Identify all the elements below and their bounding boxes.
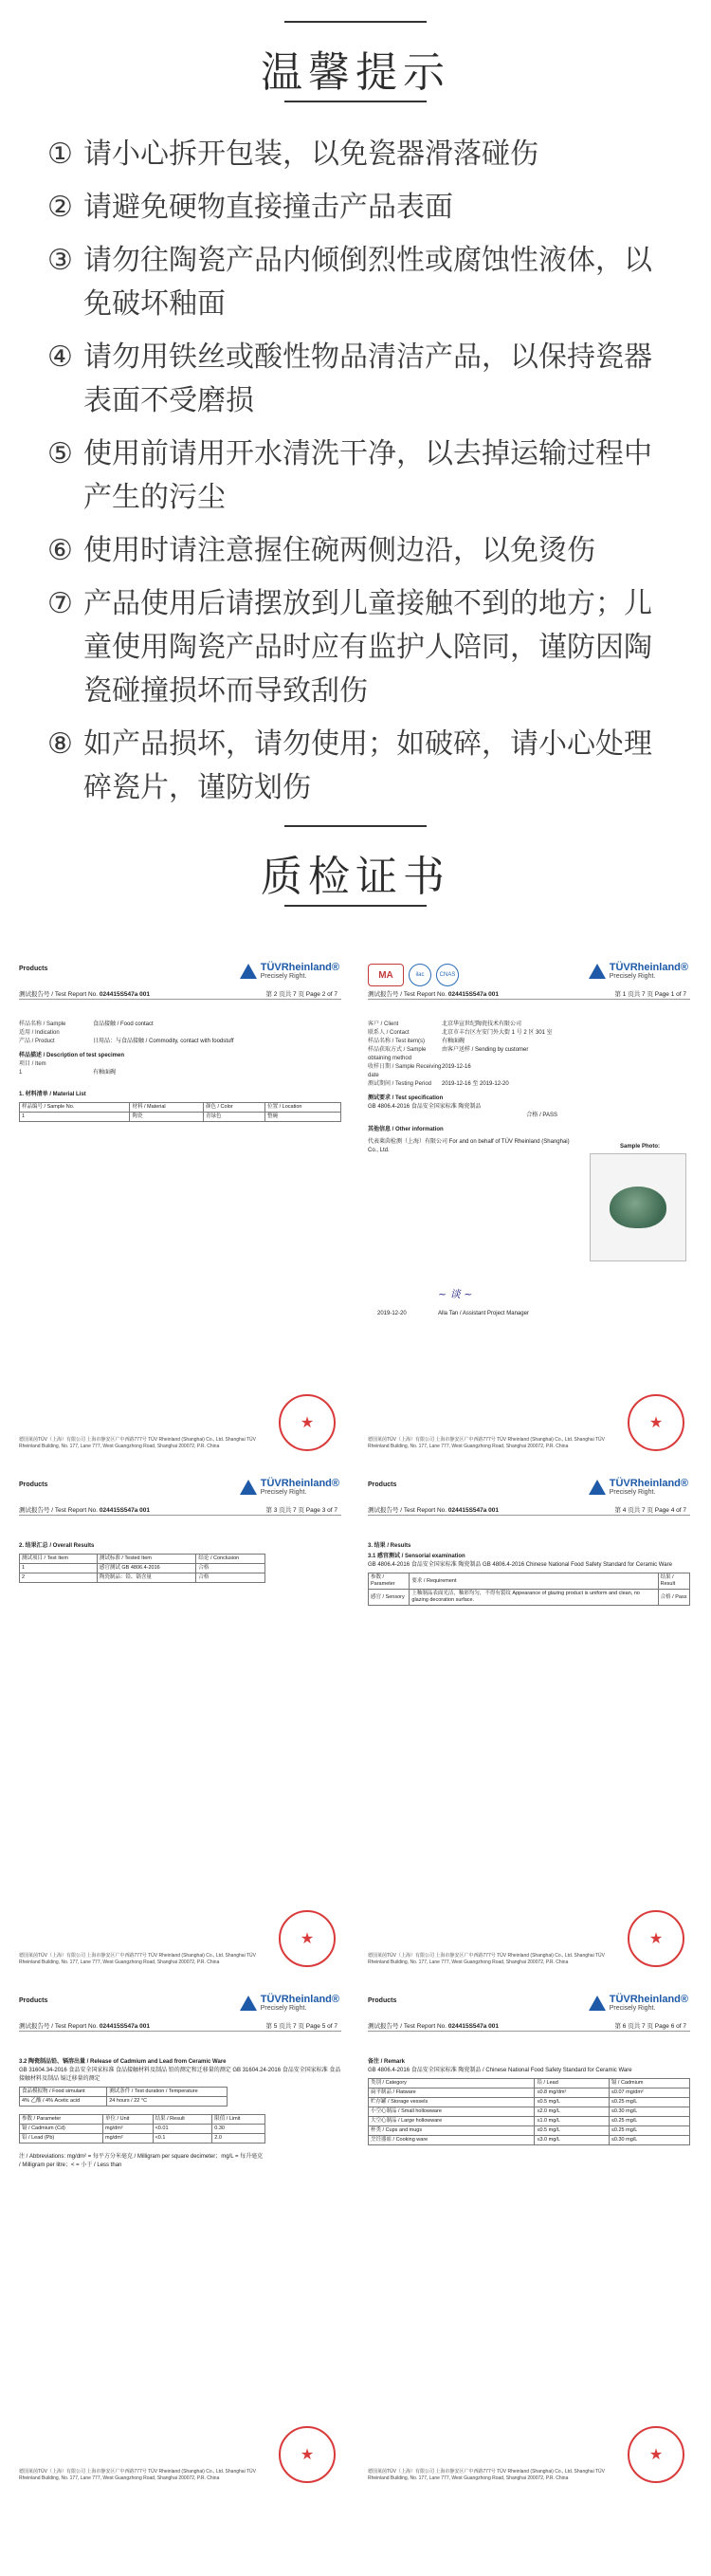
table-row [20,1113,341,1122]
report-no: 024415S547a 001 [99,1507,151,1514]
table-cell: 感官 / Sensory [369,1590,410,1606]
table-header: 类别 / Category [369,2079,535,2088]
info-value: 由客户送样 / Sending by customer [442,1047,529,1053]
info-value: 北京市丰台区左安门外大街 1 号 2 区 301 室 [442,1030,553,1036]
report-footer: 德国莱茵TÜV（上海）有限公司 上海市静安区广中西路777号 TÜV Rheinland (Shanghai) Co., Ltd. Shanghai TÜV Rheinland Building, No. 177, Lane 777, West Guangzhong Road, Shanghai 200072, P.R. China [368,2469,605,2481]
ceramic-bowl-image [610,1187,666,1228]
tuv-logo [240,1994,339,2012]
table-cell: ≤0.25 mg/L [609,2126,689,2136]
table-cell: 扁平制品 / Flatware [369,2088,535,2098]
info-key: 客户 / Client [368,1021,399,1027]
table-header: 测试条件 / Test duration / Temperature [107,2088,228,2097]
table-row [20,2097,228,2107]
tip-number: ⑤ [47,437,73,470]
table-cell: ≤0.30 mg/L [609,2136,689,2145]
test-method: GB 31604.34-2016 食品安全国家标准 食品接触材料及制品 铅的测定和迁移量的测定 GB 31604.24-2016 食品安全国家标准 食品接触材料及制品 镉迁移量的测定 [19,2068,341,2082]
table-cell: 青绿色 [203,1113,264,1122]
table-row [369,2107,690,2117]
tuv-logo [240,1478,339,1496]
tuv-triangle-icon [589,964,606,979]
tip-item [47,133,673,176]
table-row [369,2117,690,2126]
info-key: 样品名称 / Test item(s) [368,1039,426,1044]
info-value: 有釉面碗 [93,1070,117,1076]
info-key: 样品获取方式 / Sample obtaining method [368,1047,427,1061]
report-no-label: 测试报告号 / Test Report No. [19,991,99,998]
qc-title: 质检证书 [261,853,450,901]
tip-text: 使用前请用开水清洗干净，以去掉运输过程中产生的污尘 [83,437,652,514]
info-key: 测试期间 / Testing Period [368,1081,432,1087]
table-row [369,2126,690,2136]
report-footer: 德国莱茵TÜV（上海）有限公司 上海市静安区广中西路777号 TÜV Rheinland (Shanghai) Co., Ltd. Shanghai TÜV Rheinland Building, No. 177, Lane 777, West Guangzhong Road, Shanghai 200072, P.R. China [368,1953,605,1965]
table-header: 结果 / Result [658,1573,689,1590]
tip-text: 请勿用铁丝或酸性物品清洁产品，以保持瓷器表面不受磨损 [83,340,652,417]
info-row [368,1063,690,1080]
table-cell: ≤0.5 mg/L [535,2098,609,2107]
table-cell: 1 [20,1564,98,1573]
table-row [20,1573,265,1583]
products-label: Products [19,1481,48,1488]
seal-stamp-icon: ★ [279,1394,336,1451]
overall-results-table [19,1554,265,1583]
tip-text: 请勿往陶瓷产品内倾倒烈性或腐蚀性液体，以免破坏釉面 [83,244,652,321]
table-cell: 合格 / Pass [658,1590,689,1606]
section-heading: 测试要求 / Test specification [368,1095,444,1101]
seal-stamp-icon: ★ [628,1910,684,1967]
table-header: 测试项目 / Test Item [20,1555,98,1564]
table-header-row [20,2115,265,2125]
table-cell: 贮存罐 / Storage vessels [369,2098,535,2107]
tuv-triangle-icon [240,1480,257,1495]
seal-stamp-icon: ★ [628,1394,684,1451]
section-heading: 备注 / Remark [368,2059,406,2065]
table-cell: 杯类 / Cups and mugs [369,2126,535,2136]
report-no: 024415S547a 001 [99,2023,151,2030]
info-row [19,1069,341,1077]
page-number: 第 5 页共 7 页 Page 5 of 7 [265,2023,337,2030]
table-cell: ≤0.25 mg/L [609,2098,689,2107]
tip-number: ⑥ [47,534,73,567]
tip-item [47,723,673,810]
report-no-label: 测试报告号 / Test Report No. [368,2023,447,2030]
products-label: Products [368,1481,397,1488]
table-header: 测试标准 / Tested Item [97,1555,196,1564]
table-header: 结论 / Conclusion [196,1555,265,1564]
report-page-1 [362,958,698,1461]
report-body [19,1021,341,1122]
tuv-tagline: Precisely Right. [260,1489,307,1496]
report-header [368,990,690,1000]
limits-table [368,2078,690,2145]
info-row [368,1038,690,1046]
report-header [19,2022,341,2032]
section-heading: 1. 材料清单 / Material List [19,1092,86,1097]
sensory-table [368,1573,690,1606]
table-header: 镉 / Cadmium [609,2079,689,2088]
table-header: 颜色 / Color [203,1103,264,1113]
ilac-badge-icon: ilac [409,964,431,986]
issued-by: 代表莱茵检测（上海）有限公司 For and on behalf of TÜV Rheinland (Shanghai) Co., Ltd. [368,1139,570,1153]
table-header: 铅 / Lead [535,2079,609,2088]
tuv-tagline: Precisely Right. [609,973,656,980]
tuv-brand-name: TÜVRheinland® [260,962,339,973]
info-row [368,1046,690,1063]
table-header: 限值 / Limit [212,2115,265,2125]
page-number: 第 2 页共 7 页 Page 2 of 7 [265,991,337,998]
tuv-tagline: Precisely Right. [260,2005,307,2012]
table-cell: 整碗 [265,1113,341,1122]
info-key: 收样日期 / Sample Receiving date [368,1064,442,1078]
table-cell: 合格 [196,1564,265,1573]
table-header: 食品模拟物 / Food simulant [20,2088,107,2097]
signer-name: Alla Tan / Assistant Project Manager [438,1311,529,1316]
report-date: 2019-12-20 [377,1311,407,1316]
tips-title-line-bottom [284,101,427,102]
test-method: GB 4806.4-2016 食品安全国家标准 陶瓷制品 GB 4806.4-2016 Chinese National Food Safety Standard for Ceramic Ware [368,1562,672,1568]
table-cell: 4% 乙酸 / 4% Acetic acid [20,2097,107,2107]
report-footer: 德国莱茵TÜV（上海）有限公司 上海市静安区广中西路777号 TÜV Rheinland (Shanghai) Co., Ltd. Shanghai TÜV Rheinland Building, No. 177, Lane 777, West Guangzhong Road, Shanghai 200072, P.R. China [19,2469,256,2481]
tuv-brand-name: TÜVRheinland® [609,962,688,973]
tip-number: ⑦ [47,587,73,620]
info-key: 适用 / Indication [19,1030,60,1036]
tuv-tagline: Precisely Right. [609,2005,656,2012]
report-page-3 [13,1474,349,1977]
table-cell: 大空心制品 / Large hollowware [369,2117,535,2126]
section-heading: 2. 结果汇总 / Overall Results [19,1543,95,1549]
info-row [19,1060,341,1069]
info-value: 北京华宣世纪陶瓷技术有限公司 [442,1021,522,1027]
table-cell: ≤2.0 mg/L [535,2107,609,2117]
page-number: 第 4 页共 7 页 Page 4 of 7 [614,1507,686,1514]
section-heading: 其他信息 / Other information [368,1127,444,1132]
abbreviations: 注 / Abbreviations: mg/dm² = 每平方分米毫克 / Milligram per square decimeter；mg/L = 每升毫克 / Milligram per litre；< = 小于 / Less than [19,2154,264,2168]
tips-title-line-top [284,21,427,23]
tip-number: ⑧ [47,727,73,761]
page-number: 第 3 页共 7 页 Page 3 of 7 [265,1507,337,1514]
table-cell: 2.0 [212,2134,265,2144]
tuv-tagline: Precisely Right. [260,973,307,980]
table-row [369,1590,690,1606]
tuv-brand-name: TÜVRheinland® [260,1994,339,2005]
report-body [368,2052,690,2145]
tip-item [47,239,673,326]
report-no-label: 测试报告号 / Test Report No. [368,1507,447,1514]
tip-item [47,186,673,230]
info-row [19,1021,341,1029]
table-cell: mg/dm² [103,2125,154,2134]
table-row [369,2088,690,2098]
products-label: Products [19,966,48,972]
tips-list [47,133,673,819]
tips-title: 温馨提示 [261,48,450,97]
report-no: 024415S547a 001 [447,991,500,998]
table-cell: ≤0.30 mg/L [609,2107,689,2117]
table-row [369,2098,690,2107]
info-value [93,1060,341,1069]
report-footer: 德国莱茵TÜV（上海）有限公司 上海市静安区广中西路777号 TÜV Rheinland (Shanghai) Co., Ltd. Shanghai TÜV Rheinland Building, No. 177, Lane 777, West Guangzhong Road, Shanghai 200072, P.R. China [19,1953,256,1965]
table-cell: ≤0.5 mg/L [535,2126,609,2136]
page-number: 第 1 页共 7 页 Page 1 of 7 [614,991,686,998]
table-cell: 陶瓷制品：铅、镉含量 [97,1573,196,1583]
info-row [368,1080,690,1089]
signature-image: ~ 谈 ~ [438,1288,473,1300]
table-row [20,2125,265,2134]
table-cell: ≤0.25 mg/L [609,2117,689,2126]
table-cell: 铅 / Lead (Pb) [20,2134,103,2144]
tip-item [47,432,673,520]
tip-number: ④ [47,340,73,374]
tip-text: 请小心拆开包装，以免瓷器滑落碰伤 [83,138,538,171]
table-cell: 上釉制品表面光洁，釉彩均匀，不得有裂纹 Appearance of glazing product is uniform and clean, no glazing decoration surface. [410,1590,658,1606]
section-heading: 3. 结果 / Results [368,1543,411,1549]
tip-item [47,336,673,423]
table-cell: <0.1 [153,2134,212,2144]
table-header-row [369,1573,690,1590]
info-row [368,1029,690,1038]
report-header [19,1506,341,1516]
tuv-triangle-icon [589,1996,606,2011]
report-page-5 [13,1990,349,2493]
table-cell: ≤0.8 mg/dm² [535,2088,609,2098]
tip-item [47,582,673,713]
accreditation-logos [368,964,459,986]
info-value: 2019-12-16 [442,1064,471,1070]
report-body [368,1536,690,1606]
report-no-label: 测试报告号 / Test Report No. [368,991,447,998]
tip-text: 产品使用后请摆放到儿童接触不到的地方；儿童使用陶瓷产品时应有监护人陪同，谨防因陶瓷碰撞损坏而导致刮伤 [83,587,652,708]
report-page-6 [362,1990,698,2493]
table-cell: 烹饪器皿 / Cooking ware [369,2136,535,2145]
report-body [368,1021,690,1155]
table-cell: 小空心制品 / Small hollowware [369,2107,535,2117]
table-header: 要求 / Requirement [410,1573,658,1590]
table-header-row [369,2079,690,2088]
info-row [19,1038,341,1046]
tuv-logo [589,1994,688,2012]
tip-number: ③ [47,244,73,277]
tuv-logo [589,962,688,980]
report-no: 024415S547a 001 [99,991,151,998]
test-condition-table [19,2087,228,2107]
table-header: 参数 / Parameter [20,2115,103,2125]
tip-text: 如产品损坏，请勿使用；如破碎，请小心处理碎瓷片，谨防划伤 [83,727,652,804]
info-value: 食品接触 / Food contact [93,1021,154,1027]
table-cell: 1 [20,1113,130,1122]
table-header-row [20,1103,341,1113]
report-header [19,990,341,1000]
section-heading: 3.2 陶瓷制品铅、镉溶出量 / Release of Cadmium and Lead from Ceramic Ware [19,2059,227,2065]
report-footer: 德国莱茵TÜV（上海）有限公司 上海市静安区广中西路777号 TÜV Rheinland (Shanghai) Co., Ltd. Shanghai TÜV Rheinland Building, No. 177, Lane 777, West Guangzhong Road, Shanghai 200072, P.R. China [19,1437,256,1449]
report-no-label: 测试报告号 / Test Report No. [19,2023,99,2030]
report-body [19,2052,341,2170]
report-footer: 德国莱茵TÜV（上海）有限公司 上海市静安区广中西路777号 TÜV Rheinland (Shanghai) Co., Ltd. Shanghai TÜV Rheinland Building, No. 177, Lane 777, West Guangzhong Road, Shanghai 200072, P.R. China [368,1437,605,1449]
table-cell: mg/dm² [103,2134,154,2144]
tip-text: 请避免硬物直接撞击产品表面 [83,191,453,224]
table-row [369,2136,690,2145]
info-value [93,1029,341,1038]
tip-number: ① [47,138,73,171]
info-value: 有釉面碗 [442,1039,465,1044]
seal-stamp-icon: ★ [279,2426,336,2483]
table-cell: 镉 / Cadmium (Cd) [20,2125,103,2134]
sample-photo [590,1153,686,1261]
table-header: 结果 / Result [153,2115,212,2125]
table-cell: 感官测试 GB 4806.4-2016 [97,1564,196,1573]
info-value: 日用品：与食品接触 / Commodity, contact with foodstuff [93,1039,234,1044]
sample-photo-label: Sample Photo: [619,1144,660,1150]
report-body [19,1536,341,1583]
report-header [368,2022,690,2032]
qc-title-line-bottom [284,905,427,907]
table-cell: ≤0.07 mg/dm² [609,2088,689,2098]
tip-item [47,529,673,573]
material-table [19,1102,341,1122]
section-heading: 样品描述 / Description of test specimen [19,1053,125,1058]
tuv-triangle-icon [240,964,257,979]
subsection-heading: 3.1 感官测试 / Sensorial examination [368,1554,465,1559]
table-cell: 陶瓷 [130,1113,204,1122]
tuv-logo [589,1478,688,1496]
products-label: Products [19,1997,48,2004]
tuv-brand-name: TÜVRheinland® [609,1478,688,1489]
table-header: 位置 / Location [265,1103,341,1113]
page-number: 第 6 页共 7 页 Page 6 of 7 [614,2023,686,2030]
tuv-logo [240,962,339,980]
table-row [20,2134,265,2144]
remark-text: GB 4806.4-2016 食品安全国家标准 陶瓷制品 / Chinese National Food Safety Standard for Ceramic Ware [368,2068,632,2073]
info-key: 样品名称 / Sample [19,1021,66,1027]
report-page-2 [13,958,349,1461]
test-spec: GB 4806.4-2016 食品安全国家标准 陶瓷制品 [368,1104,482,1110]
info-key: 1 [19,1070,23,1076]
cma-logo-icon: MA [368,964,404,986]
qc-title-line-top [284,825,427,827]
tip-number: ② [47,191,73,224]
table-cell: <0.01 [153,2125,212,2134]
report-no: 024415S547a 001 [447,2023,500,2030]
info-row [368,1021,690,1029]
table-header: 样品编号 / Sample No. [20,1103,130,1113]
table-cell: 合格 [196,1573,265,1583]
lead-cadmium-table [19,2114,265,2144]
seal-stamp-icon: ★ [279,1910,336,1967]
result-note: 合格 / PASS [526,1113,557,1118]
tuv-tagline: Precisely Right. [609,1489,656,1496]
table-header-row [20,1555,265,1564]
info-row [19,1029,341,1038]
table-cell: ≤1.0 mg/L [535,2117,609,2126]
table-cell: 24 hours / 22 °C [107,2097,228,2107]
table-row [20,1564,265,1573]
seal-stamp-icon: ★ [628,2426,684,2483]
tuv-brand-name: TÜVRheinland® [260,1478,339,1489]
report-page-4 [362,1474,698,1977]
tuv-triangle-icon [589,1480,606,1495]
report-no: 024415S547a 001 [447,1507,500,1514]
cnas-badge-icon: CNAS [436,964,459,986]
tip-text: 使用时请注意握住碗两侧边沿，以免烫伤 [83,534,595,567]
table-cell: 2 [20,1573,98,1583]
info-value: 2019-12-16 至 2019-12-20 [442,1081,509,1087]
info-key: 产品 / Product [19,1039,55,1044]
table-cell: 0.30 [212,2125,265,2134]
tuv-brand-name: TÜVRheinland® [609,1994,688,2005]
info-key: 项目 / Item [19,1061,46,1067]
info-key: 联系人 / Contact [368,1030,410,1036]
report-no-label: 测试报告号 / Test Report No. [19,1507,99,1514]
table-cell: ≤3.0 mg/L [535,2136,609,2145]
tuv-triangle-icon [240,1996,257,2011]
products-label: Products [368,1997,397,2004]
table-header: 材料 / Material [130,1103,204,1113]
table-header: 参数 / Parameter [369,1573,410,1590]
table-header: 单位 / Unit [103,2115,154,2125]
table-header-row [20,2088,228,2097]
report-header [368,1506,690,1516]
